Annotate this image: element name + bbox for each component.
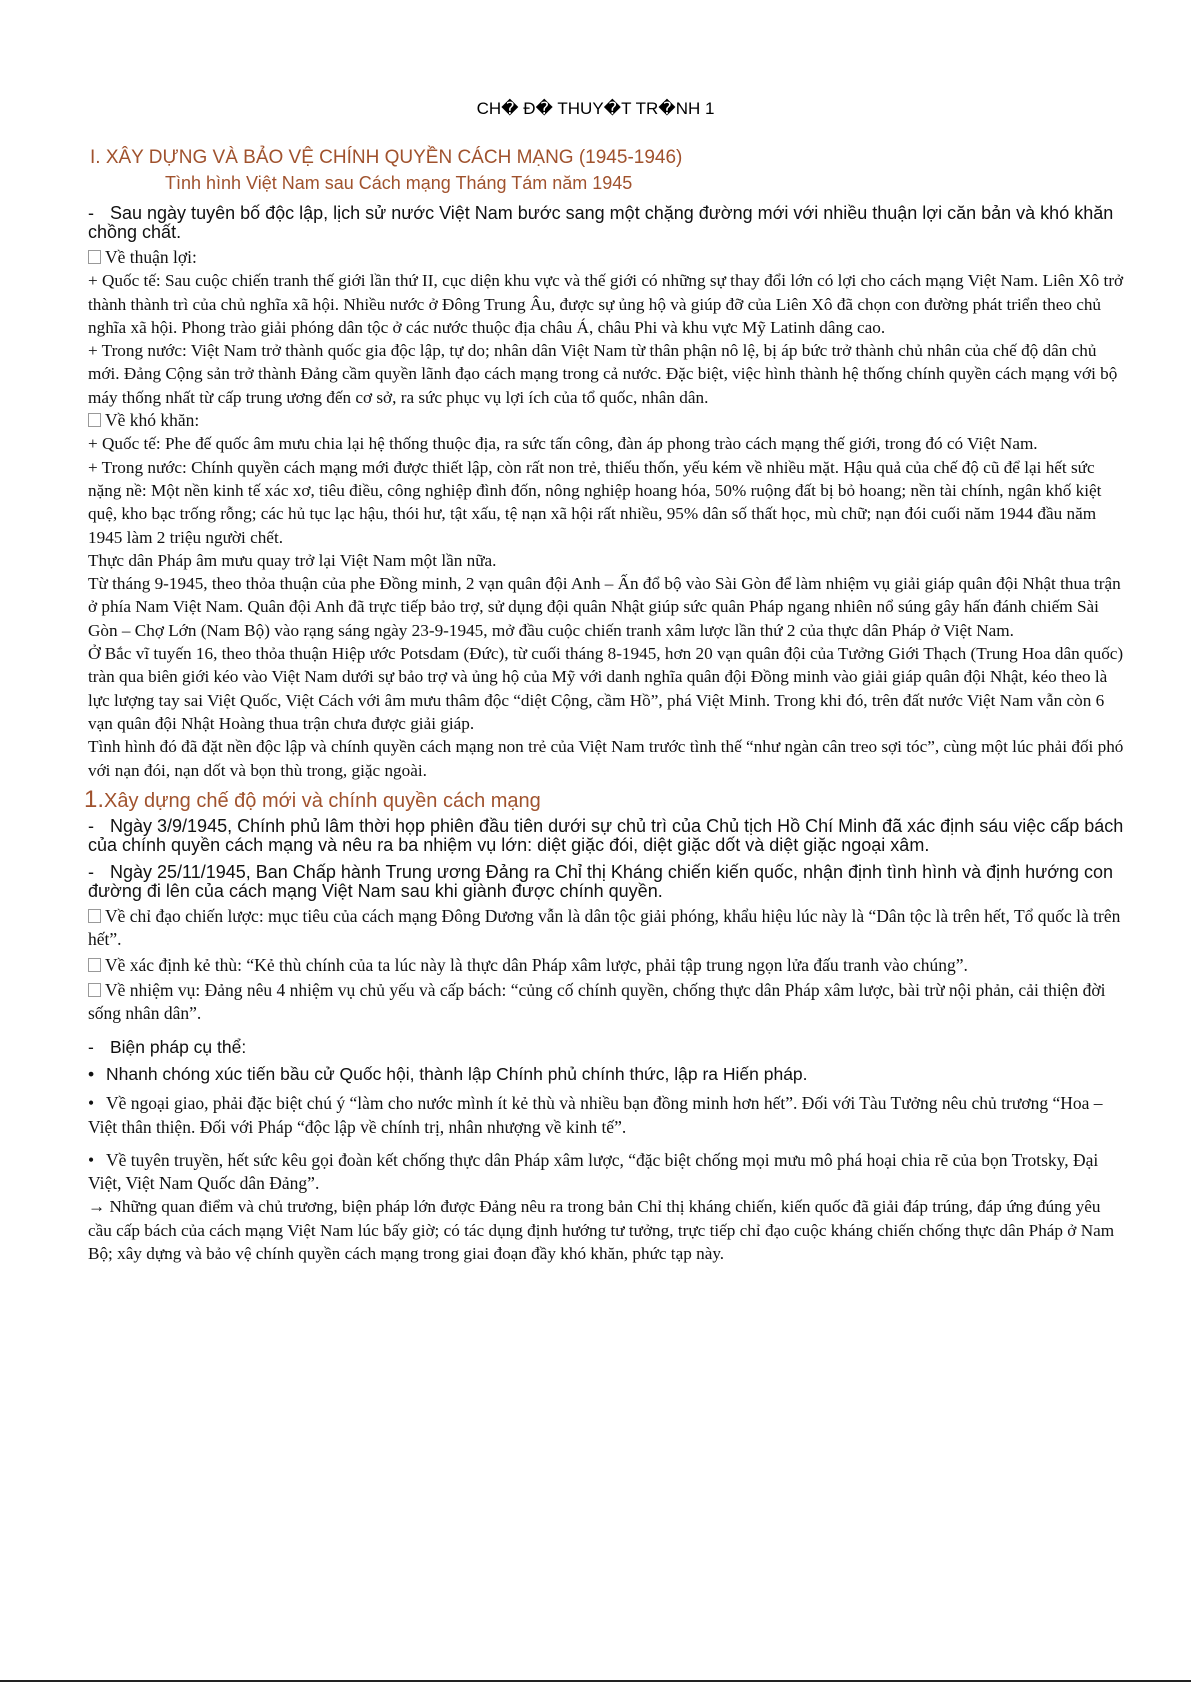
french-paragraph: Thực dân Pháp âm mưu quay trở lại Việt Nam một lần nữa. [88, 550, 497, 570]
north-paragraph: Ở Bắc vĩ tuyến 16, theo thỏa thuận Hiệp ước Potsdam (Đức), từ cuối tháng 8-1945, hơn 20 vạn quân đội của Tưởng Giới Thạch (Trung Hoa dân quốc) tràn qua biên giới kéo vào Việt Nam dưới sự bảo trợ và ủng hộ của Mỹ với danh nghĩa quân đội Đồng minh vào giải giáp quân đội Nhật, kéo theo là lực lượng tay sai Việt Quốc, Việt Cách với âm mưu thâm độc “diệt Cộng, cầm Hồ”, phá Việt Minh. Trong khi đó, trên đất nước Việt Nam vẫn còn 6 vạn quân đội Nhật Hoàng thua trận chưa được giải giáp. [88, 644, 1124, 733]
checkbox-glyph-icon [88, 413, 101, 427]
measures-label: - Biện pháp cụ thể: [88, 1036, 1127, 1059]
difficulties-label: Về khó khăn: [88, 409, 1127, 432]
bullet-dot-icon: • [88, 1149, 95, 1170]
dash-bullet: - [88, 203, 94, 223]
tasks-paragraph: Về nhiệm vụ: Đảng nêu 4 nhiệm vụ chủ yếu và cấp bách: “củng cố chính quyền, chống thực dân Pháp xâm lược, bài trừ nội phản, cải thiện đời sống nhân dân”. [88, 980, 1106, 1024]
dash-bullet: - [88, 816, 94, 837]
measure-3: • Về tuyên truyền, hết sức kêu gọi đoàn kết chống thực dân Pháp xâm lược, “đặc biệt chống mọi mưu mô phá hoại chia rẽ của bọn Trotsky, Đại Việt, Việt Nam Quốc dân Đảng”. [88, 1149, 1099, 1194]
september-paragraph: Từ tháng 9-1945, theo thỏa thuận của phe Đồng minh, 2 vạn quân đội Anh – Ấn đổ bộ vào Sài Gòn để làm nhiệm vụ giải giáp quân đội Nhật thua trận ở phía Nam Việt Nam. Quân đội Anh đã trực tiếp bảo trợ, sử dụng đội quân Nhật giúp sức quân Pháp ngang nhiên nổ súng gây hấn đánh chiếm Sài Gòn – Chợ Lớn (Nam Bộ) vào rạng sáng ngày 23-9-1945, mở đầu cuộc chiến tranh xâm lược lần thứ 2 của thực dân Pháp ở Việt Nam. [88, 574, 1121, 640]
measure-2: • Về ngoại giao, phải đặc biệt chú ý “làm cho nước mình ít kẻ thù và nhiều bạn đồng minh hơn hết”. Đối với Tàu Tưởng nêu chủ trương “Hoa – Việt thân thiện. Đối với Pháp “độc lập về chính trị, nhân nhượng về kinh tế”. [88, 1093, 1103, 1137]
measure-1: • Nhanh chóng xúc tiến bầu cử Quốc hội, thành lập Chính phủ chính thức, lập ra Hiến pháp. [88, 1063, 1127, 1086]
difficulties-domestic: + Trong nước: Chính quyền cách mạng mới được thiết lập, còn rất non trẻ, thiếu thốn, yếu kém về nhiều mặt. Hậu quả của chế độ cũ để lại hết sức nặng nề: Một nền kinh tế xác xơ, tiêu điều, công nghiệp đình đốn, nông nghiệp hoang hóa, 50% ruộng đất bị bỏ hoang; nền tài chính, ngân khố kiệt quệ, kho bạc trống rỗng; các hủ tục lạc hậu, thói hư, tật xấu, tệ nạn xã hội rất nhiều, 95% dân số thất học, mù chữ; nạn đói cuối năm 1944 đầu năm 1945 làm 2 triệu người chết. [88, 457, 1102, 547]
lead-text: Sau ngày tuyên bố độc lập, lịch sử nước Việt Nam bước sang một chặng đường mới với nhiều thuận lợi căn bản và khó khăn chồng chất. [88, 203, 1114, 242]
page-bottom-rule [0, 1680, 1191, 1682]
checkbox-glyph-icon [88, 909, 101, 923]
document-title: CH� Đ� THUY�T TR�NH 1 [476, 99, 715, 118]
section-heading-1: I. XÂY DỰNG VÀ BẢO VỆ CHÍNH QUYỀN CÁCH MẠNG (1945-1946) [90, 147, 683, 168]
conclusion-paragraph: → Những quan điểm và chủ trương, biện pháp lớn được Đảng nêu ra trong bản Chỉ thị kháng chiến, kiến quốc đã giải đáp trúng, đáp ứng đúng yêu cầu cấp bách của cách mạng Việt Nam lúc bấy giờ; có tác dụng định hướng tư tưởng, trực tiếp chỉ đạo cuộc kháng chiến chống thực dân Pháp ở Nam Bộ; xây dựng và bảo vệ chính quyền cách mạng trong giai đoạn đầy khó khăn, phức tạp này. [88, 1197, 1115, 1263]
lead-paragraph [88, 204, 1127, 242]
bullet-dot-icon: • [88, 1093, 95, 1114]
strategy-paragraph: Về chỉ đạo chiến lược: mục tiêu của cách mạng Đông Dương vẫn là dân tộc giải phóng, khẩu hiệu lúc này là “Dân tộc là trên hết, Tổ quốc là trên hết”. [88, 906, 1121, 950]
item-2: - Ngày 25/11/1945, Ban Chấp hành Trung ương Đảng ra Chỉ thị Kháng chiến kiến quốc, nhận định tình hình và định hướng con đường đi lên của cách mạng Việt Nam sau khi giành được chính quyền. [88, 862, 1114, 902]
checkbox-glyph-icon [88, 983, 101, 997]
checkbox-glyph-icon [88, 250, 101, 264]
item-1: - Ngày 3/9/1945, Chính phủ lâm thời họp phiên đầu tiên dưới sự chủ trì của Chủ tịch Hồ Chí Minh đã xác định sáu việc cấp bách của chính quyền cách mạng và nêu ra ba nhiệm vụ lớn: diệt giặc đói, diệt giặc dốt và diệt giặc ngoại xâm. [88, 816, 1124, 856]
advantages-domestic: + Trong nước: Việt Nam trở thành quốc gia độc lập, tự do; nhân dân Việt Nam từ thân phận nô lệ, bị áp bức trở thành chủ nhân của chế độ dân chủ mới. Đảng Cộng sản trở thành Đảng cầm quyền lãnh đạo cách mạng trong cả nước. Đặc biệt, việc hình thành hệ thống chính quyền cách mạng với bộ máy thống nhất từ cấp trung ương đến cơ sở, ra sức phục vụ lợi ích của tổ quốc, nhân dân. [88, 341, 1118, 407]
section-heading-2: 1.Xây dựng chế độ mới và chính quyền cách mạng [84, 785, 541, 813]
dash-bullet: - [88, 1036, 94, 1057]
section-subheading-1: Tình hình Việt Nam sau Cách mạng Tháng Tám năm 1945 [165, 173, 633, 193]
summary-paragraph: Tình hình đó đã đặt nền độc lập và chính quyền cách mạng non trẻ của Việt Nam trước tình thế “như ngàn cân treo sợi tóc”, cùng một lúc phải đối phó với nạn đói, nạn dốt và bọn thù trong, giặc ngoài. [88, 737, 1124, 780]
advantages-international: + Quốc tế: Sau cuộc chiến tranh thế giới lần thứ II, cục diện khu vực và thế giới có những sự thay đổi lớn có lợi cho cách mạng Việt Nam. Liên Xô trở thành thành trì của chủ nghĩa xã hội. Nhiều nước ở Đông Trung Âu, được sự ủng hộ và giúp đỡ của Liên Xô đã chọn con đường phát triển theo chủ nghĩa xã hội. Phong trào giải phóng dân tộc ở các nước thuộc địa châu Á, châu Phi và khu vực Mỹ Latinh dâng cao. [88, 271, 1124, 337]
difficulties-international: + Quốc tế: Phe đế quốc âm mưu chia lại hệ thống thuộc địa, ra sức tấn công, đàn áp phong trào cách mạng thế giới, trong đó có Việt Nam. [88, 434, 1038, 454]
bullet-dot-icon: • [88, 1063, 95, 1084]
enemy-paragraph: Về xác định kẻ thù: “Kẻ thù chính của ta lúc này là thực dân Pháp xâm lược, phải tập trung ngọn lửa đấu tranh vào chúng”. [88, 954, 1127, 977]
advantages-label: Về thuận lợi: [88, 246, 1127, 269]
dash-bullet: - [88, 862, 94, 883]
document-body [84, 203, 1127, 1265]
checkbox-glyph-icon [88, 958, 101, 972]
